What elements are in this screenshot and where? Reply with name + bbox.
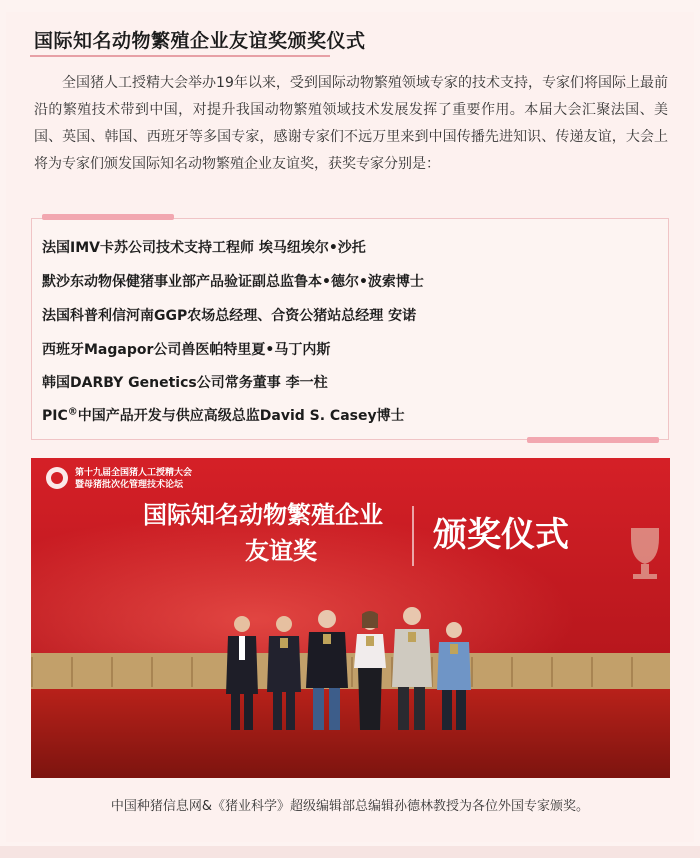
banner-line1: 第十九届全国猪人工授精大会 xyxy=(75,468,193,478)
list-accent-top xyxy=(42,214,174,220)
banner-line2: 暨母猪批次化管理技术论坛 xyxy=(75,480,184,490)
stage-floor xyxy=(31,689,670,778)
title-underline xyxy=(30,55,330,57)
awardee-item: 韩国DARBY Genetics公司常务董事 李一柱 xyxy=(42,375,328,391)
bottom-band xyxy=(0,846,700,858)
banner-title1: 国际知名动物繁殖企业 xyxy=(143,501,383,529)
awardee-suffix: 中国产品开发与供应高级总监David S. Casey博士 xyxy=(77,408,405,424)
stage-wall xyxy=(31,653,670,689)
banner-title3: 颁奖仪式 xyxy=(433,515,569,555)
banner-title2: 友谊奖 xyxy=(245,537,317,565)
awardee-item: 法国科普利信河南GGP农场总经理、合资公猪站总经理 安诺 xyxy=(42,308,417,324)
registered-mark: ® xyxy=(67,406,78,418)
awardee-item: 默沙东动物保健猪事业部产品验证副总监鲁本•德尔•波索博士 xyxy=(42,274,424,290)
list-accent-bottom xyxy=(527,437,659,443)
intro-paragraph: 全国猪人工授精大会举办19年以来，受到国际动物繁殖领域专家的技术支持，专家们将国际上最前沿的繁殖技术带到中国，对提升我国动物繁殖领域技术发展发挥了重要作用。本届大会汇聚法国、美国、英国、韩国、西班牙等多国专家，感谢专家们不远万里来到中国传播先进知识、传递友谊，大会上将为专家们颁发国际知名动物繁殖企业友谊奖，获奖专家分别是： xyxy=(34,75,668,172)
awardee-item: 法国IMV卡苏公司技术支持工程师 埃马纽埃尔•沙托 xyxy=(42,240,366,256)
photo-caption: 中国种猪信息网&《猪业科学》超级编辑部总编辑孙德林教授为各位外国专家颁奖。 xyxy=(110,799,590,814)
ceremony-photo-illustration xyxy=(31,458,670,778)
awardee-prefix: PIC xyxy=(42,408,68,424)
article-title: 国际知名动物繁殖企业友谊奖颁奖仪式 xyxy=(34,30,366,52)
awardee-item: 西班牙Magapor公司兽医帕特里夏•马丁内斯 xyxy=(42,342,331,358)
awardee-item xyxy=(42,405,405,425)
ceremony-photo xyxy=(31,458,670,778)
